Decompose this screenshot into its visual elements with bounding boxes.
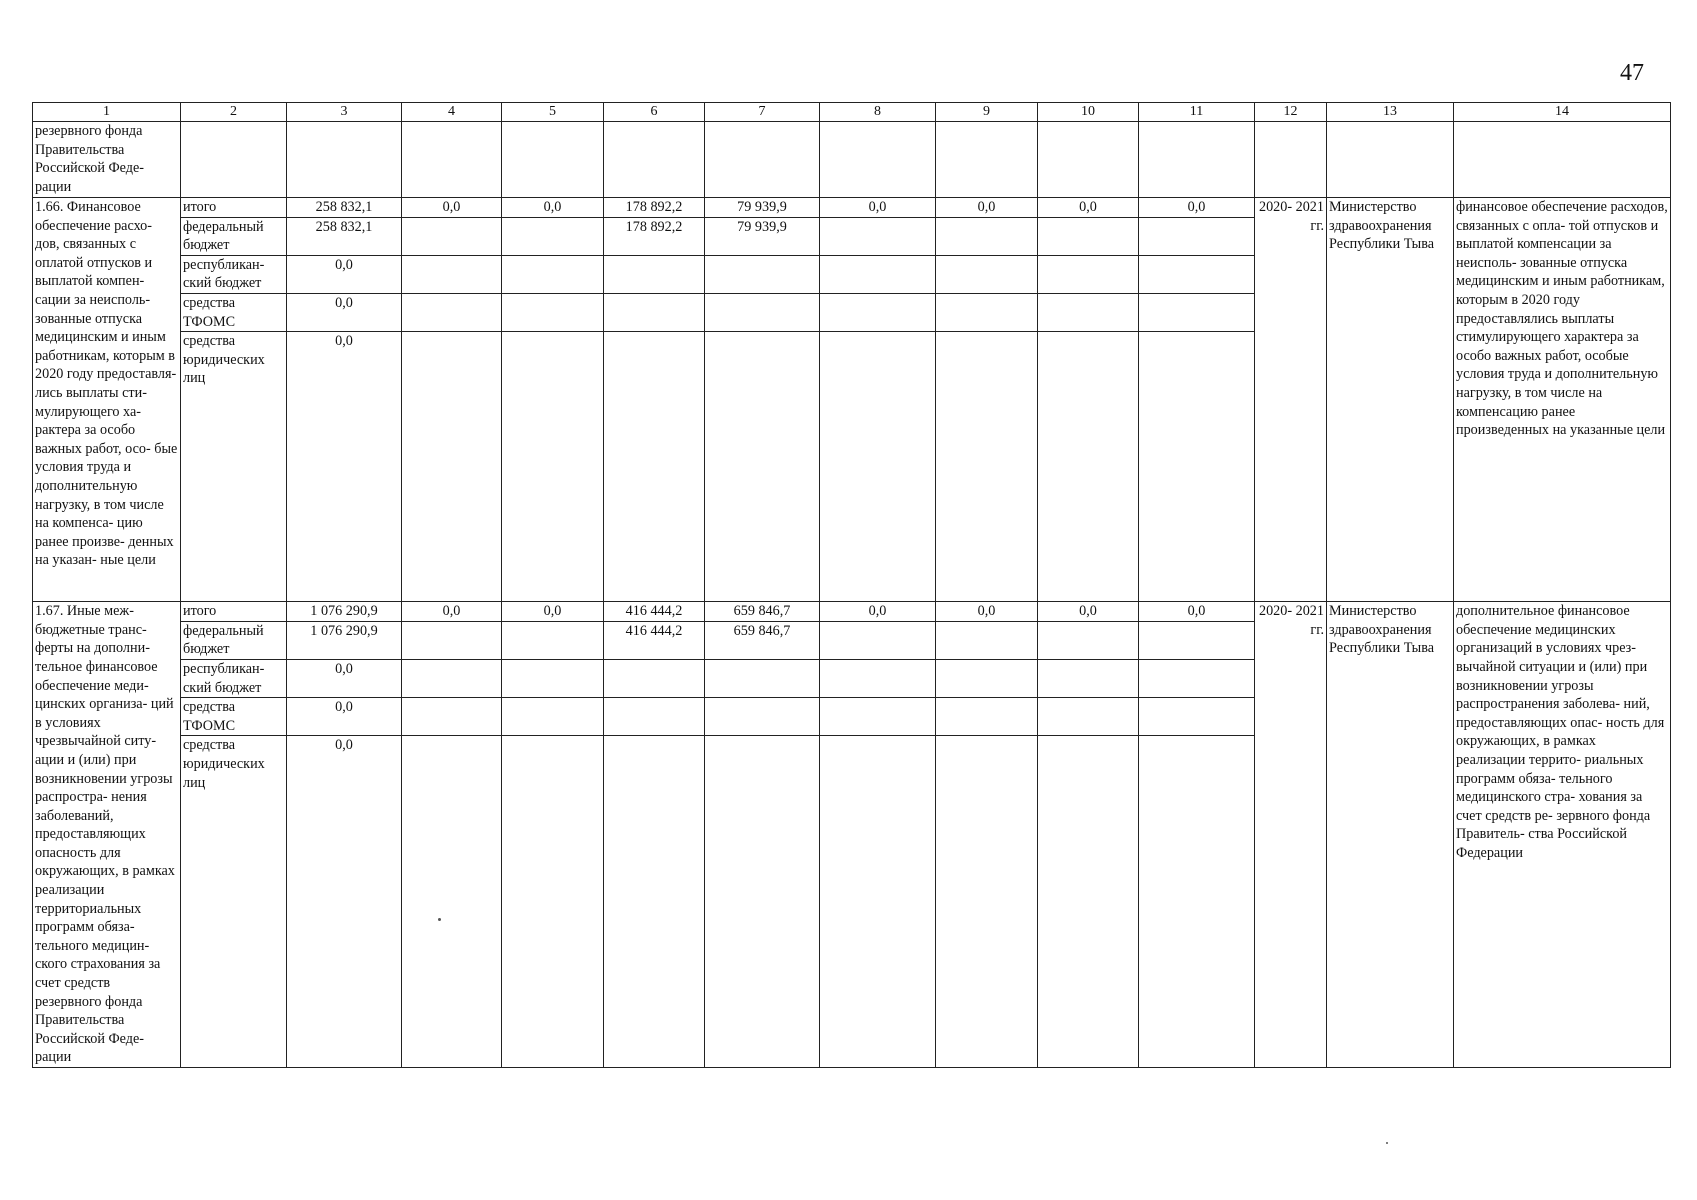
amount-cell: 0,0 [402, 602, 502, 622]
amount-cell: 0,0 [287, 736, 402, 1068]
amount-cell [705, 698, 820, 736]
amount-cell: 258 832,1 [287, 198, 402, 218]
amount-cell [604, 293, 705, 331]
column-number: 9 [936, 103, 1038, 122]
amount-cell [1139, 698, 1255, 736]
continuation-row [33, 122, 1671, 198]
funding-source: средства ТФОМС [181, 698, 287, 736]
funding-source: республикан- ский бюджет [181, 255, 287, 293]
column-number: 10 [1038, 103, 1139, 122]
amount-cell [604, 332, 705, 602]
amount-cell: 0,0 [1139, 198, 1255, 218]
amount-cell [936, 736, 1038, 1068]
amount-cell [936, 659, 1038, 697]
empty-cell [1038, 122, 1139, 198]
amount-cell [936, 255, 1038, 293]
amount-cell: 79 939,9 [705, 198, 820, 218]
amount-cell [604, 659, 705, 697]
empty-cell [820, 122, 936, 198]
empty-cell [287, 122, 402, 198]
amount-cell: 659 846,7 [705, 621, 820, 659]
amount-cell: 416 444,2 [604, 602, 705, 622]
result-cell: дополнительное финансовое обеспечение медицинских организаций в условиях чрез- вычайной ситуации и (или) при возникновении угрозы распространения заболева- ний, предоставляющих опас- ность для окружающих, в рамках реализации террито- риальных программ обяза- тельного медицинского стра- хования за счет средств ре- зервного фонда Правитель- ства Российской Федерации [1454, 602, 1671, 1068]
amount-cell [1139, 217, 1255, 255]
amount-cell: 0,0 [1038, 198, 1139, 218]
amount-cell [936, 332, 1038, 602]
funding-source: федеральный бюджет [181, 217, 287, 255]
empty-cell [1454, 122, 1671, 198]
amount-cell [820, 698, 936, 736]
amount-cell [1038, 217, 1139, 255]
item-description: 1.67. Иные меж- бюджетные транс- ферты на дополни- тельное финансовое обеспечение меди- цинских организа- ций в условиях чрезвычайной ситу- ации и (или) при возникновении угрозы распростра- нения заболеваний, предоставляющих опасность для окружающих, в рамках реализации территориальных программ обяза- тельного медицин- ского страхования за счет средств резервного фонда Правительства Российской Феде- рации [33, 602, 181, 1068]
funding-source: федеральный бюджет [181, 621, 287, 659]
amount-cell [1139, 332, 1255, 602]
amount-cell [402, 293, 502, 331]
amount-cell: 659 846,7 [705, 602, 820, 622]
amount-cell [1139, 621, 1255, 659]
amount-cell [820, 736, 936, 1068]
amount-cell [502, 659, 604, 697]
amount-cell [1038, 332, 1139, 602]
empty-cell [1327, 122, 1454, 198]
table-row [33, 198, 1671, 218]
column-number: 4 [402, 103, 502, 122]
amount-cell [936, 217, 1038, 255]
amount-cell: 0,0 [936, 602, 1038, 622]
funding-source: республикан- ский бюджет [181, 659, 287, 697]
empty-cell [936, 122, 1038, 198]
amount-cell: 0,0 [820, 198, 936, 218]
column-number: 7 [705, 103, 820, 122]
amount-cell: 0,0 [287, 255, 402, 293]
column-number: 14 [1454, 103, 1671, 122]
column-number: 13 [1327, 103, 1454, 122]
amount-cell [705, 332, 820, 602]
empty-cell [402, 122, 502, 198]
amount-cell [705, 659, 820, 697]
amount-cell [502, 217, 604, 255]
scan-speck [1386, 1142, 1388, 1144]
amount-cell: 0,0 [502, 602, 604, 622]
column-number: 6 [604, 103, 705, 122]
amount-cell [1038, 293, 1139, 331]
amount-cell: 0,0 [287, 698, 402, 736]
amount-cell: 0,0 [287, 293, 402, 331]
amount-cell [820, 332, 936, 602]
column-number: 12 [1255, 103, 1327, 122]
empty-cell [181, 122, 287, 198]
budget-table [32, 102, 1671, 1068]
column-number: 5 [502, 103, 604, 122]
item-description: 1.66. Финансовое обеспечение расхо- дов, связанных с оплатой отпусков и выплатой компен- сации за неисполь- зованные отпуска медицинским и иным работникам, которым в 2020 году предоставля- лись выплаты сти- мулирующего ха- рактера за особо важных работ, осо- бые условия труда и дополнительную нагрузку, в том числе на компенса- цию ранее произве- денных на указан- ные цели [33, 198, 181, 602]
amount-cell [820, 217, 936, 255]
column-number-row [33, 103, 1671, 122]
table-row [33, 602, 1671, 622]
amount-cell [402, 332, 502, 602]
executor-cell: Министерство здравоохранения Республики Тыва [1327, 198, 1454, 602]
column-number: 8 [820, 103, 936, 122]
amount-cell [1139, 255, 1255, 293]
amount-cell [502, 698, 604, 736]
amount-cell [502, 736, 604, 1068]
amount-cell [402, 736, 502, 1068]
amount-cell [936, 621, 1038, 659]
amount-cell: 0,0 [287, 332, 402, 602]
amount-cell [402, 217, 502, 255]
column-number: 11 [1139, 103, 1255, 122]
amount-cell: 1 076 290,9 [287, 621, 402, 659]
empty-cell [1255, 122, 1327, 198]
page-number: 47 [1620, 60, 1644, 86]
scan-speck [438, 918, 441, 921]
amount-cell [502, 332, 604, 602]
amount-cell [705, 293, 820, 331]
column-number: 1 [33, 103, 181, 122]
amount-cell [402, 255, 502, 293]
amount-cell [1038, 659, 1139, 697]
amount-cell [1038, 255, 1139, 293]
amount-cell [936, 293, 1038, 331]
amount-cell [604, 255, 705, 293]
amount-cell [402, 621, 502, 659]
amount-cell [604, 698, 705, 736]
amount-cell [604, 736, 705, 1068]
amount-cell: 0,0 [402, 198, 502, 218]
amount-cell: 0,0 [287, 659, 402, 697]
amount-cell [502, 621, 604, 659]
column-number: 2 [181, 103, 287, 122]
amount-cell [1038, 621, 1139, 659]
amount-cell: 178 892,2 [604, 198, 705, 218]
amount-cell [936, 698, 1038, 736]
amount-cell [402, 698, 502, 736]
empty-cell [705, 122, 820, 198]
amount-cell: 0,0 [502, 198, 604, 218]
amount-cell: 416 444,2 [604, 621, 705, 659]
amount-cell [705, 736, 820, 1068]
funding-source: средства ТФОМС [181, 293, 287, 331]
period-cell: 2020- 2021 гг. [1255, 602, 1327, 1068]
period-cell: 2020- 2021 гг. [1255, 198, 1327, 602]
amount-cell: 79 939,9 [705, 217, 820, 255]
funding-source: средства юридических лиц [181, 736, 287, 1068]
amount-cell [820, 255, 936, 293]
amount-cell [402, 659, 502, 697]
amount-cell: 258 832,1 [287, 217, 402, 255]
empty-cell [604, 122, 705, 198]
amount-cell: 0,0 [1139, 602, 1255, 622]
amount-cell [820, 621, 936, 659]
empty-cell [1139, 122, 1255, 198]
amount-cell [502, 255, 604, 293]
funding-source: итого [181, 198, 287, 218]
amount-cell [820, 659, 936, 697]
amount-cell [1038, 736, 1139, 1068]
amount-cell [1139, 659, 1255, 697]
empty-cell [502, 122, 604, 198]
amount-cell [820, 293, 936, 331]
amount-cell [502, 293, 604, 331]
executor-cell: Министерство здравоохранения Республики Тыва [1327, 602, 1454, 1068]
column-number: 3 [287, 103, 402, 122]
amount-cell: 0,0 [1038, 602, 1139, 622]
funding-source: средства юридических лиц [181, 332, 287, 602]
continuation-text: резервного фонда Правительства Российской Феде- рации [33, 122, 181, 198]
result-cell: финансовое обеспечение расходов, связанных с опла- той отпусков и выплатой компенсации за неисполь- зованные отпуска медицинским и иным работникам, которым в 2020 году предоставлялись выплаты стимулирующего характера за особо важных работ, особые условия труда и дополнительную нагрузку, в том числе на компенсацию ранее произведенных на указанные цели [1454, 198, 1671, 602]
amount-cell [1038, 698, 1139, 736]
amount-cell: 178 892,2 [604, 217, 705, 255]
amount-cell: 0,0 [820, 602, 936, 622]
amount-cell [1139, 736, 1255, 1068]
funding-source: итого [181, 602, 287, 622]
amount-cell [705, 255, 820, 293]
amount-cell: 0,0 [936, 198, 1038, 218]
amount-cell [1139, 293, 1255, 331]
amount-cell: 1 076 290,9 [287, 602, 402, 622]
